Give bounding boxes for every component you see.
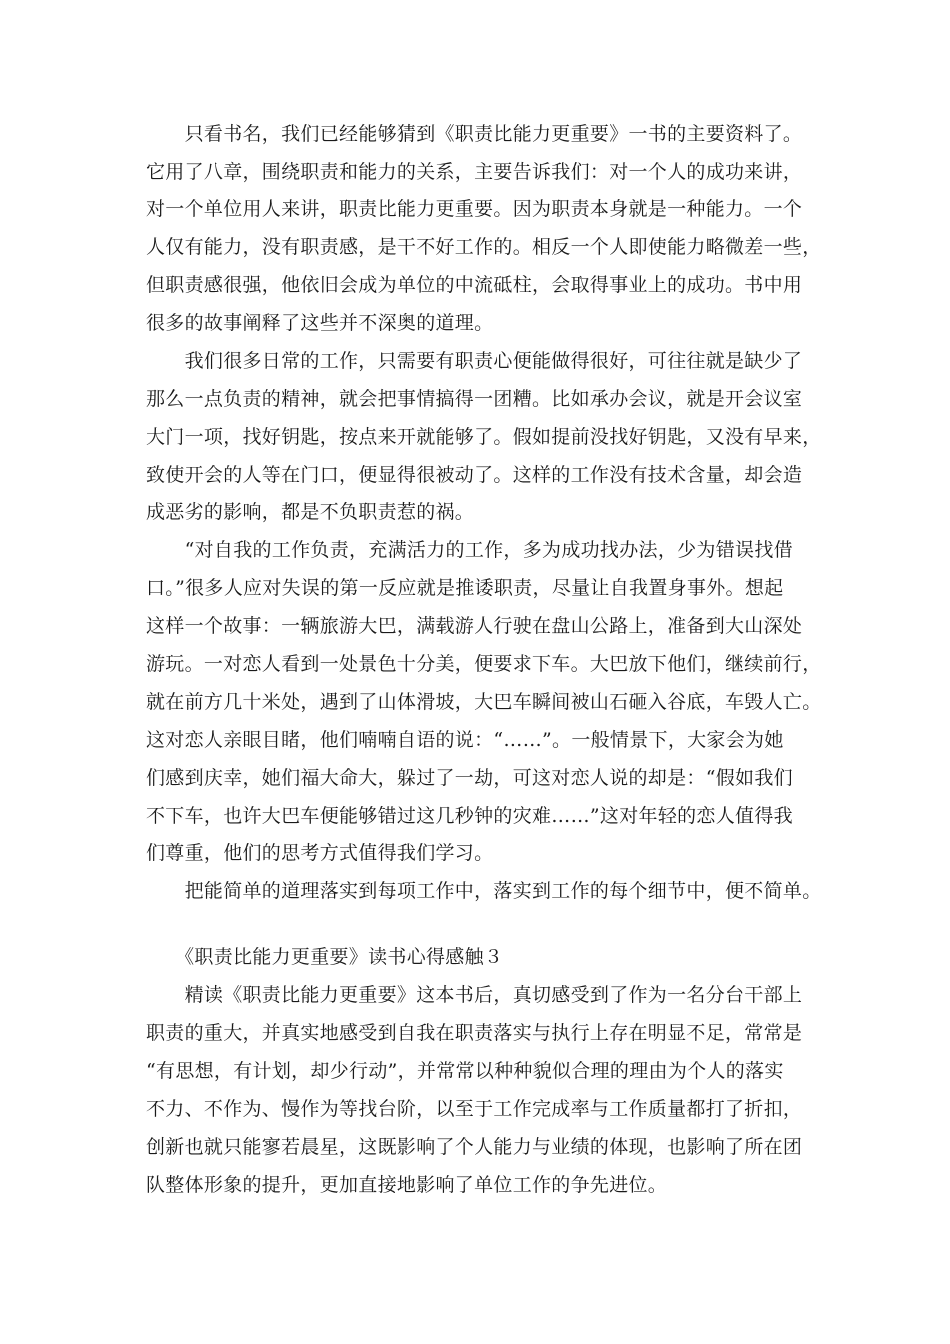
text-line: 口。”很多人应对失误的第一反应就是推诿职责，尽量让自我置身事外。想起 (146, 577, 784, 599)
text-line: 致使开会的人等在门口，便显得很被动了。这样的工作没有技术含量，却会造 (146, 464, 803, 486)
text-line: 我们很多日常的工作，只需要有职责心便能做得很好，可往往就是缺少了 (146, 350, 803, 372)
text-line: 大门一项，找好钥匙，按点来开就能够了。假如提前没找好钥匙，又没有早来， (146, 426, 822, 448)
text-line: 很多的故事阐释了这些并不深奥的道理。 (146, 312, 494, 334)
text-line: 那么一点负责的精神，就会把事情搞得一团糟。比如承办会议，就是开会议室 (146, 388, 803, 410)
text-line: 人仅有能力，没有职责感，是干不好工作的。相反一个人即使能力略微差一些， (146, 236, 822, 258)
text-line: 队整体形象的提升，更加直接地影响了单位工作的争先进位。 (146, 1174, 668, 1196)
text-line: 这对恋人亲眼目睹，他们喃喃自语的说：“……”。一般情景下，大家会为她 (146, 729, 784, 751)
text-line: 职责的重大，并真实地感受到自我在职责落实与执行上存在明显不足，常常是 (146, 1022, 803, 1044)
text-line: 精读《职责比能力更重要》这本书后，真切感受到了作为一名分台干部上 (146, 984, 803, 1006)
text-line: “对自我的工作负责，充满活力的工作，多为成功找办法，少为错误找借 (146, 539, 793, 561)
text-line: 创新也就只能寥若晨星，这既影响了个人能力与业绩的体现，也影响了所在团 (146, 1136, 803, 1158)
text-line: 只看书名，我们已经能够猜到《职责比能力更重要》一书的主要资料了。 (146, 123, 803, 145)
text-line: 把能简单的道理落实到每项工作中，落实到工作的每个细节中，便不简单。 (146, 880, 822, 902)
text-line: 们感到庆幸，她们福大命大，躲过了一劫，可这对恋人说的却是：“假如我们 (146, 767, 793, 789)
section-heading: 《职责比能力更重要》读书心得感触３ (146, 946, 504, 968)
text-line: 对一个单位用人来讲，职责比能力更重要。因为职责本身就是一种能力。一个 (146, 198, 803, 220)
text-line: 游玩。一对恋人看到一处景色十分美，便要求下车。大巴放下他们，继续前行， (146, 653, 822, 675)
text-line: 但职责感很强，他依旧会成为单位的中流砥柱，会取得事业上的成功。书中用 (146, 274, 803, 296)
text-line: 不下车，也许大巴车便能够错过这几秒钟的灾难……”这对年轻的恋人值得我 (146, 805, 793, 827)
text-line: “有思想，有计划，却少行动”，并常常以种种貌似合理的理由为个人的落实 (146, 1060, 784, 1082)
text-line: 不力、不作为、慢作为等找台阶，以至于工作完成率与工作质量都打了折扣， (146, 1098, 803, 1120)
text-line: 们尊重，他们的思考方式值得我们学习。 (146, 842, 494, 864)
text-line: 它用了八章，围绕职责和能力的关系，主要告诉我们：对一个人的成功来讲， (146, 161, 803, 183)
text-line: 成恶劣的影响，都是不负职责惹的祸。 (146, 501, 475, 523)
text-line: 这样一个故事：一辆旅游大巴，满载游人行驶在盘山公路上，准备到大山深处 (146, 615, 803, 637)
text-line: 就在前方几十米处，遇到了山体滑坡，大巴车瞬间被山石砸入谷底，车毁人亡。 (146, 691, 822, 713)
